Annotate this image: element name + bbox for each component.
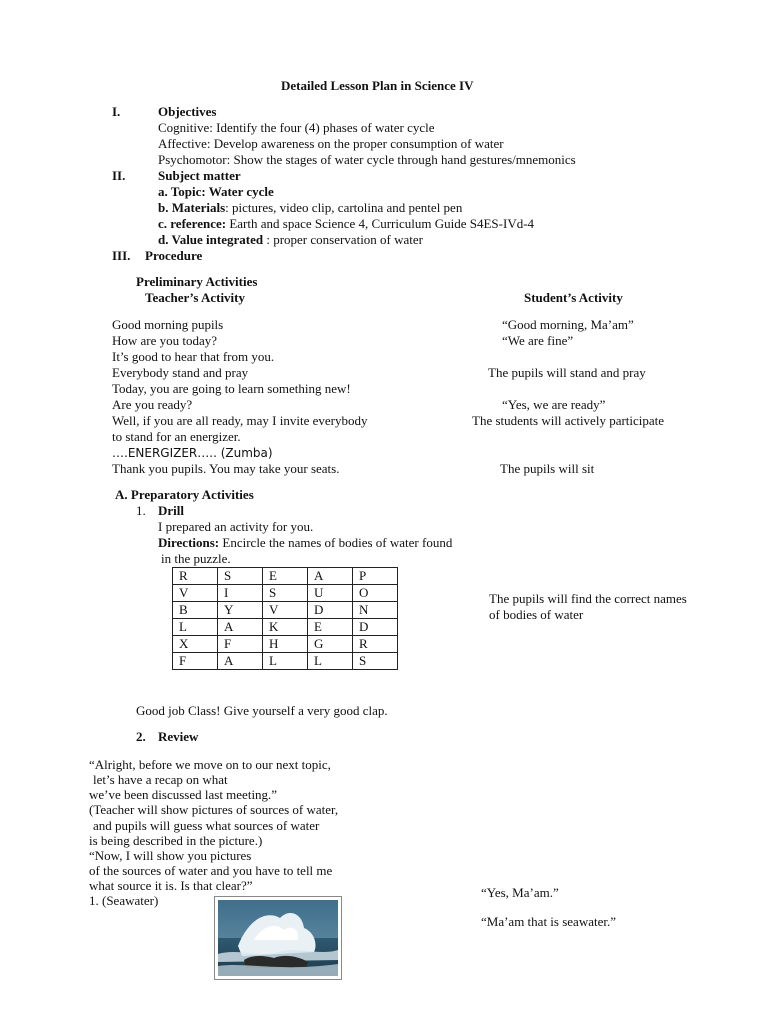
puzzle-cell: U xyxy=(308,585,353,602)
student-review-line: “Ma’am that is seawater.” xyxy=(481,914,616,929)
seawater-photo xyxy=(214,896,342,980)
puzzle-cell: P xyxy=(353,568,398,585)
objectives-heading: Objectives xyxy=(158,104,217,119)
value-label: d. Value integrated xyxy=(158,232,264,247)
materials-label: b. Materials xyxy=(158,200,226,215)
puzzle-cell: V xyxy=(263,602,308,619)
puzzle-cell: O xyxy=(353,585,398,602)
puzzle-row xyxy=(173,619,398,636)
section-number: I. xyxy=(112,104,121,119)
objective-cognitive: Cognitive: Identify the four (4) phases of water cycle xyxy=(158,120,435,135)
student-line: The pupils will sit xyxy=(500,461,595,476)
reference-value: Earth and space Science 4, Curriculum Guide S4ES-IVd-4 xyxy=(226,216,535,231)
student-review-line: “Yes, Ma’am.” xyxy=(481,885,559,900)
value-line xyxy=(158,232,423,248)
puzzle-cell: K xyxy=(263,619,308,636)
student-line: “Yes, we are ready” xyxy=(502,397,606,412)
review-line: let’s have a recap on what xyxy=(93,772,228,787)
preparatory-heading: A. Preparatory Activities xyxy=(115,487,254,502)
student-drill-line: of bodies of water xyxy=(489,607,584,622)
directions-line xyxy=(158,535,452,551)
puzzle-cell: G xyxy=(308,636,353,653)
subject-matter-heading: Subject matter xyxy=(158,168,241,183)
puzzle-cell: S xyxy=(263,585,308,602)
seawater-item: 1. (Seawater) xyxy=(89,893,159,908)
puzzle-row xyxy=(173,636,398,653)
review-line: and pupils will guess what sources of water xyxy=(93,818,320,833)
student-column-heading: Student’s Activity xyxy=(524,290,623,305)
puzzle-cell: F xyxy=(218,636,263,653)
student-line: “Good morning, Ma’am” xyxy=(502,317,634,332)
puzzle-cell: B xyxy=(173,602,218,619)
puzzle-cell: D xyxy=(308,602,353,619)
puzzle-cell: E xyxy=(308,619,353,636)
teacher-line: Today, you are going to learn something new! xyxy=(112,381,351,396)
review-line: “Now, I will show you pictures xyxy=(89,848,252,863)
wave-image xyxy=(218,900,338,976)
review-line: what source it is. Is that clear?” xyxy=(89,878,253,893)
teacher-column-heading: Teacher’s Activity xyxy=(145,290,246,305)
good-job-line: Good job Class! Give yourself a very good clap. xyxy=(136,703,388,718)
puzzle-cell: I xyxy=(218,585,263,602)
puzzle-row xyxy=(173,585,398,602)
drill-number: 1. xyxy=(136,503,146,518)
puzzle-cell: D xyxy=(353,619,398,636)
topic-line: a. Topic: Water cycle xyxy=(158,184,274,199)
drill-intro: I prepared an activity for you. xyxy=(158,519,314,534)
puzzle-row xyxy=(173,653,398,670)
preliminary-heading: Preliminary Activities xyxy=(136,274,258,289)
procedure-heading: Procedure xyxy=(145,248,203,263)
materials-line xyxy=(158,200,462,216)
student-line: The pupils will stand and pray xyxy=(488,365,646,380)
page-title: Detailed Lesson Plan in Science IV xyxy=(281,78,474,93)
student-line: The students will actively participate xyxy=(472,413,665,428)
puzzle-cell: A xyxy=(218,653,263,670)
teacher-line: Thank you pupils. You may take your seats. xyxy=(112,461,340,476)
review-line: is being described in the picture.) xyxy=(89,833,263,848)
puzzle-cell: R xyxy=(173,568,218,585)
directions-label: Directions: xyxy=(158,535,220,550)
student-line: “We are fine” xyxy=(502,333,574,348)
directions-text: Encircle the names of bodies of water found xyxy=(219,535,453,550)
reference-line xyxy=(158,216,534,232)
directions-continued: in the puzzle. xyxy=(161,551,231,566)
review-number: 2. xyxy=(136,729,146,744)
puzzle-cell: E xyxy=(263,568,308,585)
review-line: of the sources of water and you have to tell me xyxy=(89,863,333,878)
puzzle-cell: N xyxy=(353,602,398,619)
teacher-line: to stand for an energizer. xyxy=(112,429,241,444)
puzzle-cell: F xyxy=(173,653,218,670)
word-puzzle-grid xyxy=(172,567,398,670)
section-number: III. xyxy=(112,248,131,263)
teacher-line: Are you ready? xyxy=(112,397,193,412)
teacher-line: Everybody stand and pray xyxy=(112,365,249,380)
review-line: “Alright, before we move on to our next topic, xyxy=(89,757,331,772)
puzzle-cell: L xyxy=(308,653,353,670)
puzzle-cell: X xyxy=(173,636,218,653)
puzzle-cell: A xyxy=(218,619,263,636)
puzzle-cell: V xyxy=(173,585,218,602)
teacher-line-energizer: ….ENERGIZER….. (Zumba) xyxy=(112,446,273,460)
puzzle-row xyxy=(173,602,398,619)
materials-value: : pictures, video clip, cartolina and pentel pen xyxy=(225,200,463,215)
review-line: we’ve been discussed last meeting.” xyxy=(89,787,278,802)
puzzle-cell: Y xyxy=(218,602,263,619)
review-heading: Review xyxy=(158,729,199,744)
teacher-line: Well, if you are all ready, may I invite everybody xyxy=(112,413,368,428)
student-drill-line: The pupils will find the correct names xyxy=(489,591,687,606)
value-text: : proper conservation of water xyxy=(263,232,424,247)
puzzle-cell: L xyxy=(263,653,308,670)
puzzle-cell: A xyxy=(308,568,353,585)
review-line: (Teacher will show pictures of sources of water, xyxy=(89,802,339,817)
teacher-line: Good morning pupils xyxy=(112,317,224,332)
puzzle-cell: R xyxy=(353,636,398,653)
puzzle-cell: S xyxy=(353,653,398,670)
reference-label: c. reference: xyxy=(158,216,227,231)
puzzle-row xyxy=(173,568,398,585)
teacher-line: How are you today? xyxy=(112,333,218,348)
puzzle-cell: H xyxy=(263,636,308,653)
objective-psychomotor: Psychomotor: Show the stages of water cycle through hand gestures/mnemonics xyxy=(158,152,576,167)
drill-heading: Drill xyxy=(158,503,184,518)
section-number: II. xyxy=(112,168,126,183)
objective-affective: Affective: Develop awareness on the proper consumption of water xyxy=(158,136,504,151)
teacher-line: It’s good to hear that from you. xyxy=(112,349,275,364)
puzzle-cell: S xyxy=(218,568,263,585)
puzzle-cell: L xyxy=(173,619,218,636)
